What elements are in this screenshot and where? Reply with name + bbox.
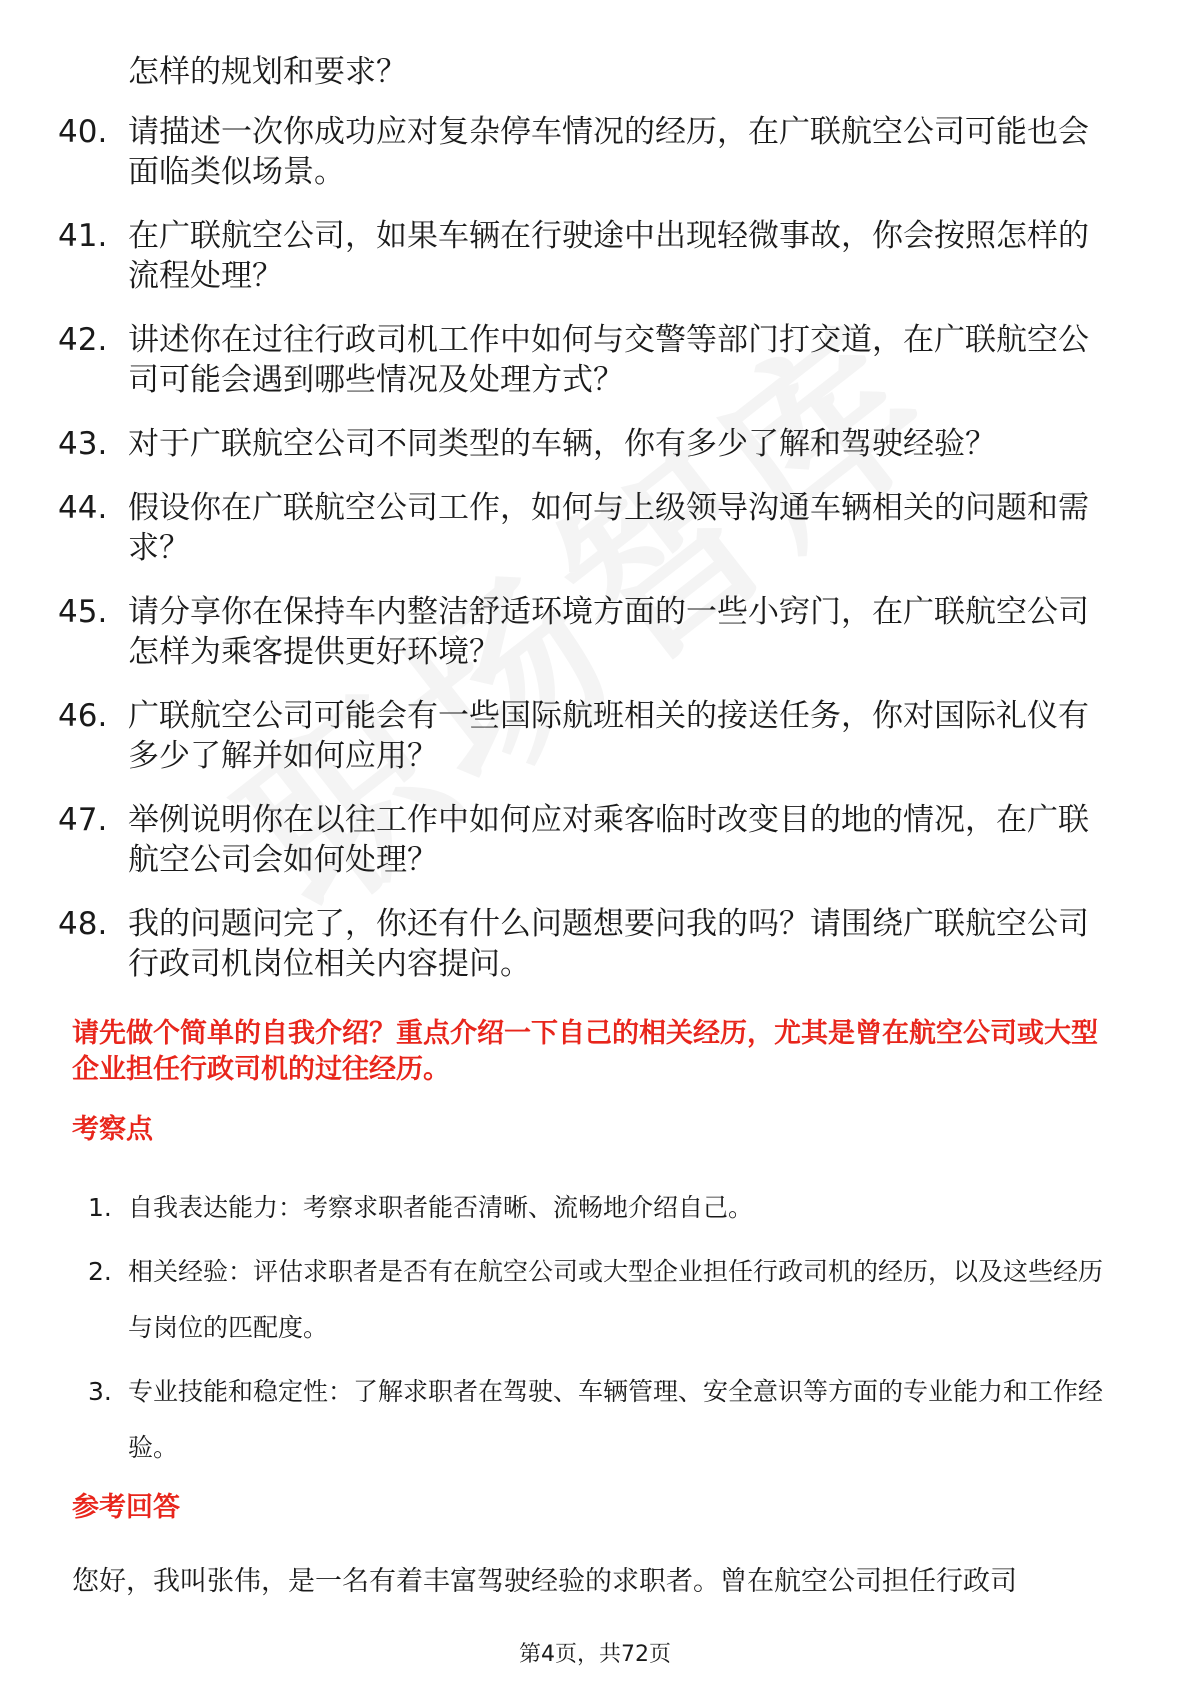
question-number: 43. — [58, 426, 108, 462]
question-text: 假设你在广联航空公司工作，如何与上级领导沟通车辆相关的问题和需求？ — [128, 490, 1089, 566]
question-number: 42. — [58, 322, 108, 358]
section-title-reference-answer: 参考回答 — [72, 1492, 180, 1523]
question-item — [58, 216, 1118, 296]
highlight-question: 请先做个简单的自我介绍？重点介绍一下自己的相关经历，尤其是曾在航空公司或大型企业担任行政司机的过往经历。 — [72, 1018, 1098, 1085]
section-title-assessment: 考察点 — [72, 1114, 153, 1145]
assessment-points — [88, 1180, 1118, 1484]
question-text: 讲述你在过往行政司机工作中如何与交警等部门打交道，在广联航空公司可能会遇到哪些情况及处理方式？ — [128, 322, 1089, 398]
question-number: 40. — [58, 114, 108, 150]
question-item — [58, 696, 1118, 776]
point-text: 自我表达能力：考察求职者能否清晰、流畅地介绍自己。 — [128, 1193, 754, 1222]
assessment-point — [88, 1364, 1118, 1476]
question-item — [58, 904, 1118, 984]
reference-answer-text: 您好，我叫张伟，是一名有着丰富驾驶经验的求职者。曾在航空公司担任行政司 — [72, 1566, 1017, 1597]
question-item — [58, 320, 1118, 400]
question-list — [58, 112, 1118, 1008]
question-text: 对于广联航空公司不同类型的车辆，你有多少了解和驾驶经验？ — [128, 426, 996, 462]
question-number: 46. — [58, 698, 108, 734]
question-text: 请分享你在保持车内整洁舒适环境方面的一些小窍门，在广联航空公司怎样为乘客提供更好环境？ — [128, 594, 1089, 670]
question-item — [58, 112, 1118, 192]
question-item — [58, 424, 1118, 464]
question-item — [58, 488, 1118, 568]
question-number: 44. — [58, 490, 108, 526]
point-number: 1. — [88, 1193, 112, 1222]
question-continuation: 怎样的规划和要求？ — [128, 54, 407, 90]
question-item — [58, 800, 1118, 880]
assessment-point — [88, 1180, 1118, 1236]
point-number: 3. — [88, 1377, 112, 1406]
page-footer: 第4页，共72页 — [519, 1642, 671, 1667]
question-number: 47. — [58, 802, 108, 838]
point-text: 相关经验：评估求职者是否有在航空公司或大型企业担任行政司机的经历，以及这些经历与岗位的匹配度。 — [128, 1257, 1104, 1342]
question-number: 41. — [58, 218, 108, 254]
question-text: 举例说明你在以往工作中如何应对乘客临时改变目的地的情况，在广联航空公司会如何处理？ — [128, 802, 1089, 878]
question-item — [58, 592, 1118, 672]
question-text: 我的问题问完了，你还有什么问题想要问我的吗？请围绕广联航空公司行政司机岗位相关内容提问。 — [128, 906, 1089, 982]
question-number: 48. — [58, 906, 108, 942]
point-number: 2. — [88, 1257, 112, 1286]
question-text: 广联航空公司可能会有一些国际航班相关的接送任务，你对国际礼仪有多少了解并如何应用？ — [128, 698, 1089, 774]
question-text: 请描述一次你成功应对复杂停车情况的经历，在广联航空公司可能也会面临类似场景。 — [128, 114, 1089, 190]
assessment-point — [88, 1244, 1118, 1356]
question-text: 在广联航空公司，如果车辆在行驶途中出现轻微事故，你会按照怎样的流程处理？ — [128, 218, 1089, 294]
question-number: 45. — [58, 594, 108, 630]
point-text: 专业技能和稳定性：了解求职者在驾驶、车辆管理、安全意识等方面的专业能力和工作经验。 — [128, 1377, 1104, 1462]
